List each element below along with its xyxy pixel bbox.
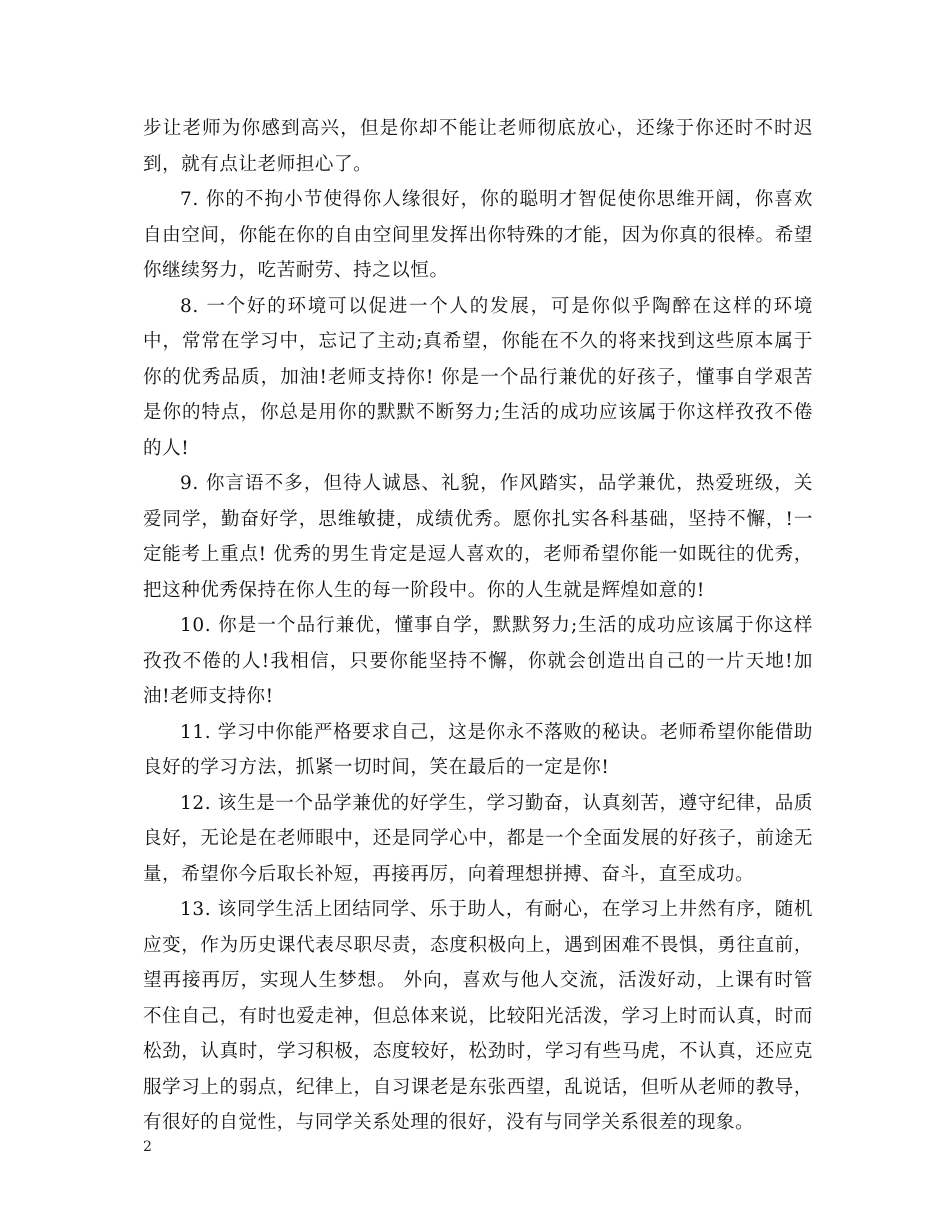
paragraph-item-13: 13. 该同学生活上团结同学、乐于助人，有耐心，在学习上井然有序，随机应变，作为历史课代表尽职尽责，态度积极向上，遇到困难不畏惧，勇往直前，望再接再厉，实现人生梦想。 外向，喜欢与他人交流，活泼好动，上课有时管不住自己，有时也爱走神，但总体来说，比较阳光活泼，学习上时而认真，时而松劲，认真时，学习积极，态度较好，松劲时，学习有些马虎，不认真，还应克服学习上的弱点，纪律上，自习课老是东张西望，乱说话，但听从老师的教导，有很好的自觉性，与同学关系处理的很好，没有与同学关系很差的现象。	[143, 899, 813, 1133]
paragraph-item-9: 9. 你言语不多，但待人诚恳、礼貌，作风踏实，品学兼优，热爱班级，关爱同学，勤奋好学，思维敏捷，成绩优秀。愿你扎实各科基础，坚持不懈，!一定能考上重点! 优秀的男生肯定是逗人喜欢的，老师希望你能一如既往的优秀，把这种优秀保持在你人生的每一阶段中。你的人生就是辉煌如意的!	[143, 473, 813, 601]
paragraph-item-12: 12. 该生是一个品学兼优的好学生，学习勤奋，认真刻苦，遵守纪律，品质良好，无论是在老师眼中，还是同学心中，都是一个全面发展的好孩子，前途无量，希望你今后取长补短，再接再厉，向着理想拼搏、奋斗，直至成功。	[143, 792, 813, 885]
document-body	[143, 111, 813, 1141]
paragraph-item-8: 8. 一个好的环境可以促进一个人的发展，可是你似乎陶醉在这样的环境中，常常在学习中，忘记了主动;真希望，你能在不久的将来找到这些原本属于你的优秀品质，加油!老师支持你! 你是一个品行兼优的好孩子，懂事自学艰苦是你的特点，你总是用你的默默不断努力;生活的成功应该属于你这样孜孜不倦的人!	[143, 295, 813, 459]
paragraph-item-7: 7. 你的不拘小节使得你人缘很好，你的聪明才智促使你思维开阔，你喜欢自由空间，你能在你的自由空间里发挥出你特殊的才能，因为你真的很棒。希望你继续努力，吃苦耐劳、持之以恒。	[143, 189, 813, 281]
page-number: 2	[143, 1139, 152, 1155]
paragraph-item-10: 10. 你是一个品行兼优，懂事自学，默默努力;生活的成功应该属于你这样孜孜不倦的人!我相信，只要你能坚持不懈，你就会创造出自己的一片天地!加油!老师支持你!	[143, 615, 813, 707]
paragraph-continuation: 步让老师为你感到高兴，但是你却不能让老师彻底放心，还缘于你还时不时迟到，就有点让老师担心了。	[143, 118, 813, 175]
paragraph-item-11: 11. 学习中你能严格要求自己，这是你永不落败的秘诀。老师希望你能借助良好的学习方法，抓紧一切时间，笑在最后的一定是你!	[143, 721, 813, 778]
